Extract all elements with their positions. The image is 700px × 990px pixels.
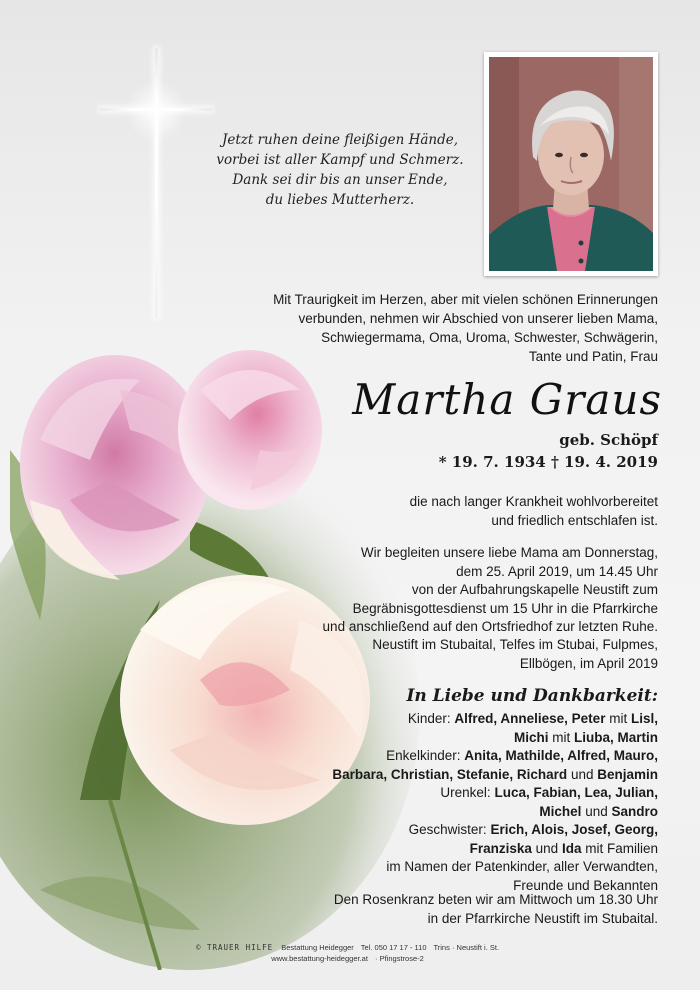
deceased-name: Martha Graus xyxy=(352,375,662,424)
great-grandchildren-names: Sandro xyxy=(611,803,658,819)
paragraph-line: dem 25. April 2019, um 14.45 Uhr xyxy=(456,563,658,579)
place-date-paragraph xyxy=(290,636,658,673)
connector: mit xyxy=(609,711,628,726)
footer-brand: © TRAUER HILFE xyxy=(195,943,274,952)
portrait-photo xyxy=(489,57,653,271)
connector: mit xyxy=(552,729,571,745)
connector: und xyxy=(535,840,559,856)
paragraph-line: Neustift im Stubaital, Telfes im Stubai, Fulpmes, xyxy=(372,637,658,652)
funeral-details-paragraph xyxy=(290,544,658,637)
great-grandchildren-line xyxy=(330,784,658,803)
cross-vertical-beam xyxy=(155,48,158,318)
great-grandchildren-line xyxy=(330,803,658,822)
paragraph-line: von der Aufbahrungskapelle Neustift zum xyxy=(411,582,658,597)
footer-website[interactable]: www.bestattung-heidegger.at xyxy=(271,954,368,963)
footer-line xyxy=(150,942,550,953)
paragraph-line: Begräbnisgottesdienst um 15 Uhr in die Pfarrkirche xyxy=(352,600,658,616)
footer-phone: Tel. 050 17 17 - 110 xyxy=(360,943,427,952)
rosary-line: Den Rosenkranz beten wir am Mittwoch um 18.30 Uhr xyxy=(333,892,658,907)
paragraph-line: Wir begleiten unsere liebe Mama am Donnerstag, xyxy=(360,545,658,560)
children-label: Kinder: xyxy=(407,711,451,726)
children-names: Michi xyxy=(513,729,549,745)
siblings-line xyxy=(330,840,658,859)
paragraph-line: die nach langer Krankheit wohlvorbereitet xyxy=(409,494,658,509)
children-line xyxy=(330,729,658,748)
paragraph-line: und anschließend auf den Ortsfriedhof zur letzten Ruhe. xyxy=(322,619,658,634)
death-notice-paragraph xyxy=(290,493,658,530)
intro-line: Mit Traurigkeit im Herzen, aber mit vielen schönen Erinnerungen xyxy=(273,292,658,307)
poem-line: Dank sei dir bis an unser Ende, xyxy=(232,172,448,188)
grandchildren-names: Benjamin xyxy=(597,766,658,782)
footer xyxy=(150,942,550,964)
mourners-heading: In Liebe und Dankbarkeit: xyxy=(406,686,658,706)
great-grandchildren-label: Urenkel: xyxy=(440,785,491,800)
intro-line: Schwiegermama, Oma, Uroma, Schwester, Schwägerin, xyxy=(321,330,658,345)
children-line xyxy=(330,710,658,729)
footer-location: Trins · Neustift i. St. xyxy=(433,943,500,952)
grandchildren-label: Enkelkinder: xyxy=(386,748,461,763)
intro-line: verbunden, nehmen wir Abschied von unserer lieben Mama, xyxy=(298,311,658,326)
siblings-label: Geschwister: xyxy=(408,822,487,837)
rosary-line: in der Pfarrkirche Neustift im Stubaital. xyxy=(427,910,658,926)
children-names: Alfred, Anneliese, Peter xyxy=(454,711,606,726)
godchildren-line: im Namen der Patenkinder, aller Verwandten, xyxy=(386,859,658,874)
intro-line: Tante und Patin, Frau xyxy=(528,349,658,364)
poem-line: vorbei ist aller Kampf und Schmerz. xyxy=(216,152,464,168)
poem-line: Jetzt ruhen deine fleißigen Hände, xyxy=(221,132,459,148)
life-dates: * 19. 7. 1934 † 19. 4. 2019 xyxy=(438,453,658,471)
paragraph-line: Ellbögen, im April 2019 xyxy=(519,655,658,671)
great-grandchildren-names: Luca, Fabian, Lea, Julian, xyxy=(494,785,658,800)
siblings-names: Erich, Alois, Josef, Georg, xyxy=(490,822,658,837)
connector: und xyxy=(585,803,608,819)
portrait-illustration xyxy=(489,57,653,271)
siblings-suffix: mit Familien xyxy=(585,840,658,856)
great-grandchildren-names: Michel xyxy=(539,803,582,819)
poem-line: du liebes Mutterherz. xyxy=(265,192,415,208)
children-names: Liuba, Martin xyxy=(574,729,658,745)
siblings-line xyxy=(330,821,658,840)
footer-line xyxy=(150,953,550,964)
footer-address: · Pfingstrose-2 xyxy=(375,954,424,963)
paragraph-line: und friedlich entschlafen ist. xyxy=(491,512,658,528)
grandchildren-line xyxy=(330,766,658,785)
rosary-notice xyxy=(290,891,658,928)
grandchildren-names: Anita, Mathilde, Alfred, Mauro, xyxy=(464,748,658,763)
connector: und xyxy=(570,766,594,782)
portrait-frame xyxy=(484,52,658,276)
children-names: Lisl, xyxy=(630,711,658,726)
siblings-names: Ida xyxy=(561,840,582,856)
memorial-poem xyxy=(212,130,468,210)
friends-line: Freunde und Bekannten xyxy=(513,877,658,893)
grandchildren-names: Barbara, Christian, Stefanie, Richard xyxy=(332,766,568,782)
grandchildren-line xyxy=(330,747,658,766)
cross-horizontal-beam xyxy=(100,108,212,111)
mourners-list xyxy=(330,710,658,895)
footer-company: Bestattung Heidegger xyxy=(281,943,354,952)
maiden-name: geb. Schöpf xyxy=(559,431,658,449)
siblings-names: Franziska xyxy=(469,840,532,856)
